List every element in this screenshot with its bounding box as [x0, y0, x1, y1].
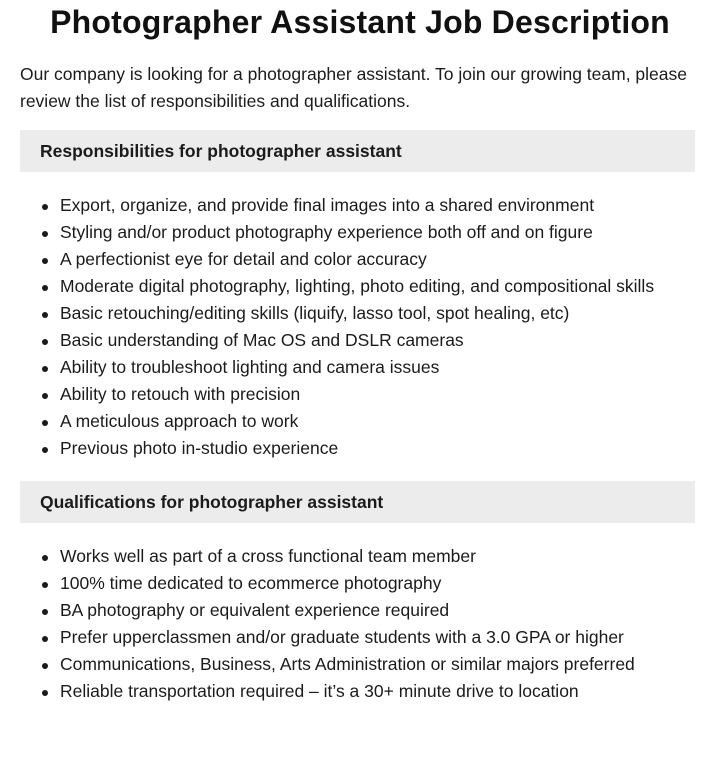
- list-item-text: BA photography or equivalent experience required: [60, 600, 450, 620]
- bullet-icon: [42, 204, 48, 210]
- qualifications-list: [20, 543, 700, 705]
- list-item: [20, 624, 700, 651]
- list-item: [20, 327, 700, 354]
- list-item-text: A meticulous approach to work: [60, 411, 299, 431]
- list-item-text: Basic understanding of Mac OS and DSLR cameras: [60, 330, 464, 350]
- list-item: [20, 381, 700, 408]
- bullet-icon: [42, 312, 48, 318]
- list-item-text: Ability to retouch with precision: [60, 384, 301, 404]
- list-item-text: Prefer upperclassmen and/or graduate students with a 3.0 GPA or higher: [60, 627, 624, 647]
- bullet-icon: [42, 339, 48, 345]
- list-item-text: Ability to troubleshoot lighting and camera issues: [60, 357, 440, 377]
- bullet-icon: [42, 663, 48, 669]
- list-item: [20, 300, 700, 327]
- list-item-text: Basic retouching/editing skills (liquify, lasso tool, spot healing, etc): [60, 303, 570, 323]
- list-item-text: A perfectionist eye for detail and color accuracy: [60, 249, 427, 269]
- list-item: [20, 570, 700, 597]
- bullet-icon: [42, 393, 48, 399]
- list-item-text: 100% time dedicated to ecommerce photography: [60, 573, 442, 593]
- list-item: [20, 219, 700, 246]
- bullet-icon: [42, 582, 48, 588]
- bullet-icon: [42, 231, 48, 237]
- page-title: Photographer Assistant Job Description: [50, 4, 670, 40]
- list-item: [20, 678, 700, 705]
- list-item: [20, 246, 700, 273]
- list-item-text: Previous photo in-studio experience: [60, 438, 339, 458]
- list-item: [20, 543, 700, 570]
- list-item: [20, 273, 700, 300]
- list-item: [20, 354, 700, 381]
- intro-paragraph: Our company is looking for a photographer assistant. To join our growing team, please review the list of responsibilities and qualifications.: [20, 64, 687, 111]
- list-item-text: Moderate digital photography, lighting, photo editing, and compositional skills: [60, 276, 655, 296]
- list-item-text: Works well as part of a cross functional team member: [60, 546, 476, 566]
- responsibilities-heading: Responsibilities for photographer assistant: [20, 130, 695, 172]
- list-item-text: Reliable transportation required – it’s a 30+ minute drive to location: [60, 681, 579, 701]
- list-item-text: Communications, Business, Arts Administration or similar majors preferred: [60, 654, 635, 674]
- bullet-icon: [42, 258, 48, 264]
- bullet-icon: [42, 420, 48, 426]
- bullet-icon: [42, 690, 48, 696]
- list-item: [20, 192, 700, 219]
- bullet-icon: [42, 285, 48, 291]
- list-item-text: Styling and/or product photography experience both off and on figure: [60, 222, 593, 242]
- list-item: [20, 597, 700, 624]
- list-item: [20, 435, 700, 462]
- list-item: [20, 408, 700, 435]
- bullet-icon: [42, 447, 48, 453]
- bullet-icon: [42, 366, 48, 372]
- responsibilities-list: [20, 192, 700, 462]
- bullet-icon: [42, 555, 48, 561]
- bullet-icon: [42, 636, 48, 642]
- list-item-text: Export, organize, and provide final images into a shared environment: [60, 195, 595, 215]
- bullet-icon: [42, 609, 48, 615]
- list-item: [20, 651, 700, 678]
- qualifications-heading: Qualifications for photographer assistant: [20, 481, 695, 523]
